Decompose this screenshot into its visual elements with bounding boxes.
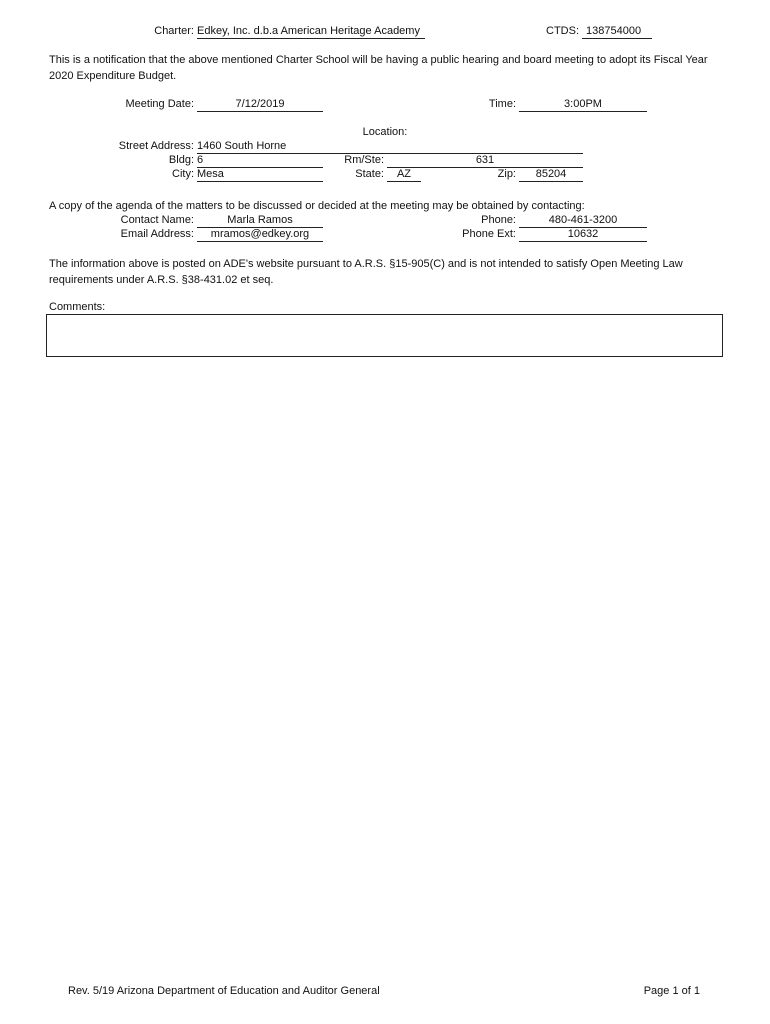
comments-label: Comments: bbox=[49, 301, 106, 313]
phone-ext-field[interactable]: 10632 bbox=[519, 228, 647, 242]
meeting-time-field[interactable]: 3:00PM bbox=[519, 98, 647, 112]
location-heading: Location: bbox=[362, 126, 408, 138]
meeting-time-label: Time: bbox=[488, 98, 516, 110]
city-label: City: bbox=[172, 168, 194, 180]
phone-ext-label: Phone Ext: bbox=[462, 228, 516, 240]
ctds-label: CTDS: bbox=[546, 25, 579, 37]
meeting-date-label: Meeting Date: bbox=[125, 98, 194, 110]
revision-footer: Rev. 5/19 Arizona Department of Education and Auditor General bbox=[68, 985, 380, 997]
street-address-label: Street Address: bbox=[118, 140, 194, 152]
phone-label: Phone: bbox=[481, 214, 516, 226]
ctds-field[interactable]: 138754000 bbox=[582, 25, 652, 39]
contact-name-field[interactable]: Marla Ramos bbox=[197, 214, 323, 228]
bldg-label: Bldg: bbox=[168, 154, 194, 166]
email-label: Email Address: bbox=[120, 228, 194, 240]
rmste-label: Rm/Ste: bbox=[344, 154, 384, 166]
comments-box[interactable] bbox=[46, 314, 723, 357]
comments-text bbox=[47, 315, 722, 321]
agenda-intro: A copy of the agenda of the matters to be discussed or decided at the meeting may be obtained by contacting: bbox=[49, 200, 585, 212]
state-label: State: bbox=[355, 168, 384, 180]
state-field[interactable]: AZ bbox=[387, 168, 421, 182]
phone-field[interactable]: 480-461-3200 bbox=[519, 214, 647, 228]
zip-label: Zip: bbox=[497, 168, 516, 180]
zip-field[interactable]: 85204 bbox=[519, 168, 583, 182]
disclaimer-paragraph: The information above is posted on ADE's website pursuant to A.R.S. §15-905(C) and is not intended to satisfy Open Meeting Law requirements under A.R.S. §38-431.02 et seq. bbox=[49, 258, 683, 286]
email-field[interactable]: mramos@edkey.org bbox=[197, 228, 323, 242]
page-number: Page 1 of 1 bbox=[643, 985, 700, 997]
city-field[interactable]: Mesa bbox=[197, 168, 323, 182]
rmste-field[interactable]: 631 bbox=[387, 154, 583, 168]
charter-label: Charter: bbox=[154, 25, 194, 37]
meeting-date-field[interactable]: 7/12/2019 bbox=[197, 98, 323, 112]
notice-paragraph: This is a notification that the above mentioned Charter School will be having a public hearing and board meeting to adopt its Fiscal Year 2020 Expenditure Budget. bbox=[49, 54, 708, 82]
bldg-field[interactable]: 6 bbox=[197, 154, 323, 168]
street-address-field[interactable]: 1460 South Horne bbox=[197, 140, 583, 154]
charter-name-field[interactable]: Edkey, Inc. d.b.a American Heritage Academy bbox=[197, 25, 425, 39]
contact-name-label: Contact Name: bbox=[120, 214, 194, 226]
